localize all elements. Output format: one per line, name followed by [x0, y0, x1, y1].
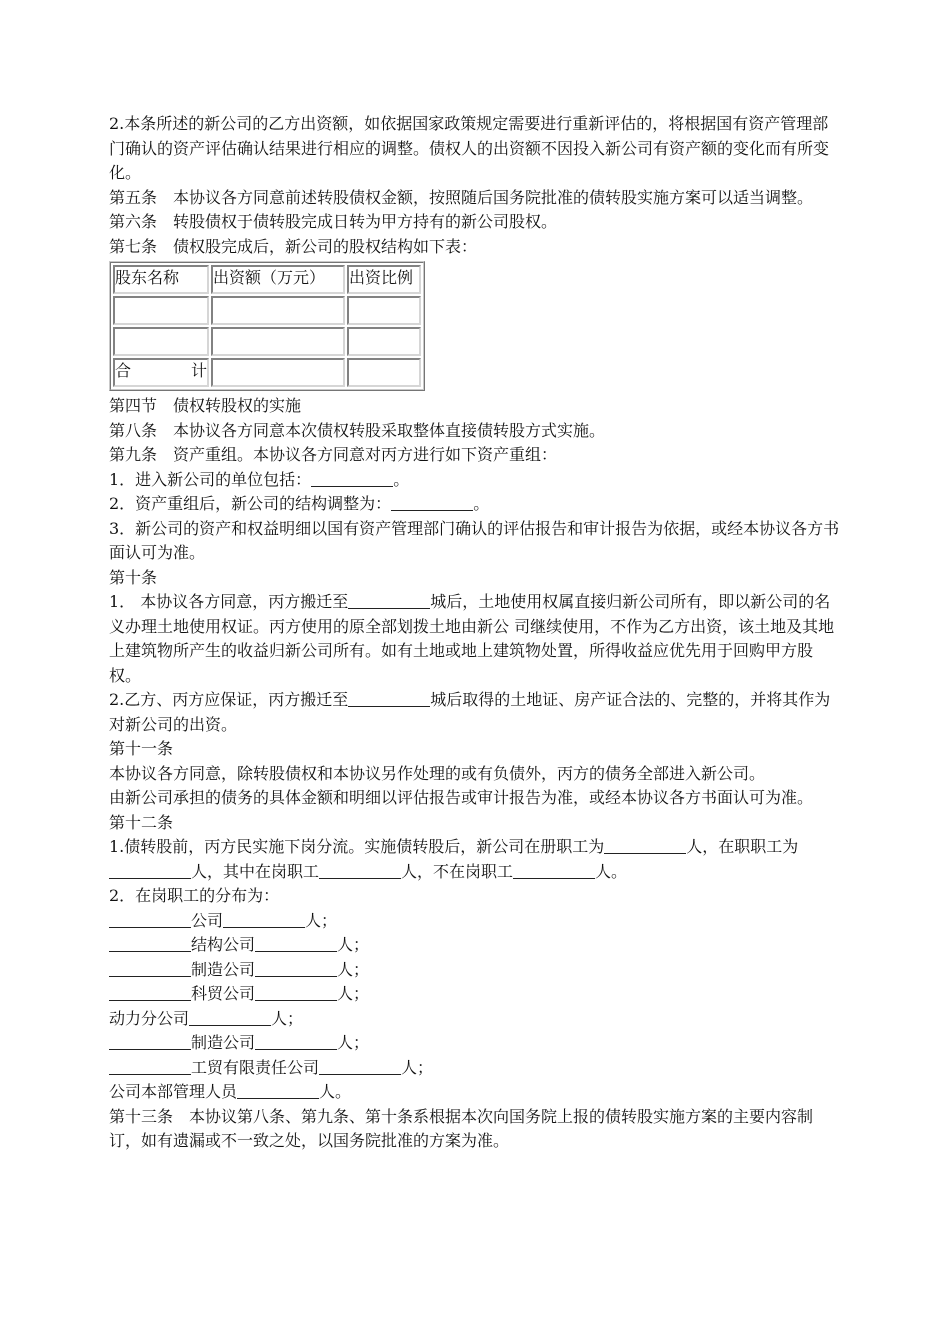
- total-label-b: 计: [190, 361, 207, 380]
- distribution-line: 公司本部管理人员 人。: [109, 1082, 352, 1101]
- article-10-item-2: 2.乙方、丙方应保证，丙方搬迁至 城后取得的土地证、房产证合法的、完整的，并将其作为对新公司的出资。: [109, 690, 831, 734]
- article-12-item-2: 2．在岗职工的分布为：: [109, 886, 280, 905]
- article-9-item-2: 2．资产重组后，新公司的结构调整为： 。: [109, 494, 490, 513]
- fill-blank: [255, 1033, 337, 1050]
- article-10: 第十条: [109, 567, 158, 587]
- fill-blank: [391, 494, 473, 511]
- article-11: 第十一条: [109, 739, 174, 758]
- table-cell: [347, 327, 421, 356]
- equity-structure-table: [109, 261, 425, 391]
- article-9-item-3: 3．新公司的资产和权益明细以国有资产管理部门确认的评估报告和审计报告为依据，或经本协议各方书面认可为准。: [109, 518, 840, 562]
- distribution-line: 工贸有限责任公司 人；: [109, 1056, 844, 1081]
- fill-blank: [109, 984, 191, 1001]
- table-cell: [347, 358, 421, 387]
- fill-blank: [189, 1009, 271, 1026]
- article-11-para-2: 由新公司承担的债务的具体金额和明细以评估报告或审计报告为准，或经本协议各方书面认可为准。: [109, 788, 814, 807]
- table-cell: [113, 327, 209, 356]
- article-13: 第十三条 本协议第八条、第九条、第十条系根据本次向国务院上报的债转股实施方案的主要内容制订，如有遗漏或不一致之处，以国务院批准的方案为准。: [109, 1106, 814, 1150]
- header-contribution-amount: 出资额（万元）: [211, 265, 345, 294]
- distribution-line: 结构公司 人；: [109, 933, 844, 958]
- article-5: 第五条 本协议各方同意前述转股债权金额，按照随后国务院批准的债转股实施方案可以适当调整。: [109, 187, 814, 207]
- article-8: 第八条 本协议各方同意本次债权转股采取整体直接债转股方式实施。: [109, 420, 606, 440]
- article-7: 第七条 债权股完成后，新公司的股权结构如下表：: [109, 236, 478, 256]
- article-9-item-1: 1．进入新公司的单位包括： 。: [109, 469, 410, 489]
- table-row: [113, 296, 421, 325]
- fill-blank: [348, 690, 430, 707]
- fill-blank: [223, 911, 305, 928]
- article-6: 第六条 转股债权于债转股完成日转为甲方持有的新公司股权。: [109, 212, 558, 231]
- article-10-item-1: 1． 本协议各方同意，丙方搬迁至 城后，土地使用权属直接归新公司所有，即以新公司的名义办理土地使用权证。丙方使用的原全部划拨土地由新公 司继续使用，不作为乙方出资，该土地及其地上建筑物所产生的收益归新公司所有。如有土地或地上建筑物处置，所得收益应优先用于回购甲方股权。: [109, 592, 835, 685]
- document-body: [109, 112, 844, 1154]
- article-12: 第十二条: [109, 812, 174, 832]
- fill-blank: [109, 960, 191, 977]
- fill-blank: [311, 470, 393, 487]
- fill-blank: [255, 960, 337, 977]
- fill-blank: [255, 935, 337, 952]
- paragraph: 2.本条所述的新公司的乙方出资额，如依据国家政策规定需要进行重新评估的，将根据国有资产管理部门确认的资产评估确认结果进行相应的调整。债权人的出资额不因投入新公司有资产额的变化而有所变化。: [109, 114, 830, 182]
- fill-blank: [109, 1033, 191, 1050]
- fill-blank: [348, 592, 430, 609]
- distribution-line: 公司 人；: [109, 909, 844, 934]
- distribution-line: 制造公司 人；: [109, 958, 844, 983]
- article-9: 第九条 资产重组。本协议各方同意对丙方进行如下资产重组：: [109, 445, 558, 464]
- table-row: [113, 327, 421, 356]
- fill-blank: [109, 935, 191, 952]
- total-label-cell: [113, 358, 209, 387]
- table-cell: [113, 296, 209, 325]
- header-shareholder-name: 股东名称: [113, 265, 209, 294]
- total-label-a: 合: [115, 361, 132, 380]
- table-header-row: [113, 265, 421, 294]
- fill-blank: [109, 1058, 191, 1075]
- fill-blank: [319, 1058, 401, 1075]
- distribution-line: 科贸公司 人；: [109, 982, 844, 1007]
- fill-blank: [109, 862, 191, 879]
- fill-blank: [513, 862, 595, 879]
- fill-blank: [319, 862, 401, 879]
- fill-blank: [109, 911, 191, 928]
- fill-blank: [237, 1082, 319, 1099]
- distribution-line: 动力分公司 人；: [109, 1008, 304, 1028]
- section-4-heading: 第四节 债权转股权的实施: [109, 396, 302, 415]
- table-cell: [347, 296, 421, 325]
- header-contribution-ratio: 出资比例: [347, 265, 421, 294]
- table-total-row: [113, 358, 421, 387]
- table-cell: [211, 327, 345, 356]
- fill-blank: [255, 984, 337, 1001]
- table-cell: [211, 358, 345, 387]
- distribution-line: 制造公司 人；: [109, 1031, 844, 1056]
- fill-blank: [604, 837, 686, 854]
- article-11-para-1: 本协议各方同意，除转股债权和本协议另作处理的或有负债外，丙方的债务全部进入新公司。: [109, 763, 766, 783]
- table-cell: [211, 296, 345, 325]
- article-12-item-1: 1.债转股前，丙方民实施下岗分流。实施债转股后，新公司在册职工为 人，在职职工为人，其中在岗职工 人，不在岗职工 人。: [109, 837, 799, 881]
